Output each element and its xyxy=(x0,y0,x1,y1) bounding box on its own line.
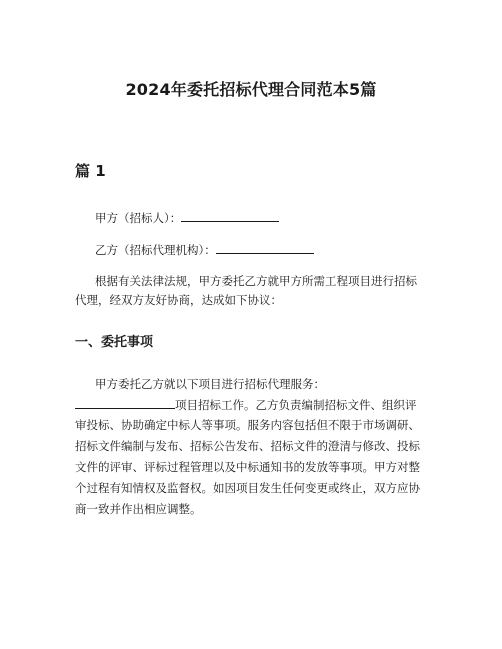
party-a-label: 甲方（招标人）： xyxy=(95,211,182,225)
article-1-line-6: 个过程有知情权及监督权。如因项目发生任何变更或终止，双方应协 xyxy=(75,481,420,495)
article-1-line-3: 审投标、协助确定中标人等事项。服务内容包括但不限于市场调研、 xyxy=(75,418,420,432)
article-1-line-7: 商一致并作出相应调整。 xyxy=(75,502,202,516)
article-1-line-4: 招标文件编制与发布、招标公告发布、招标文件的澄清与修改、投标 xyxy=(75,439,420,453)
party-a-blank xyxy=(181,210,279,222)
document-title: 2024年委托招标代理合同范本5篇 xyxy=(125,80,377,99)
article-1-lead: 甲方委托乙方就以下项目进行招标代理服务： xyxy=(95,377,325,391)
section-heading: 篇 1 xyxy=(75,162,106,180)
party-a-line xyxy=(95,210,279,225)
party-b-label: 乙方（招标代理机构）： xyxy=(95,243,216,257)
intro-line-1: 根据有关法律法规，甲方委托乙方就甲方所需工程项目进行招标 xyxy=(95,274,417,288)
article-1-line-2-text: 项目招标工作。乙方负责编制招标文件、组织评 xyxy=(175,398,417,412)
intro-line-2: 代理，经双方友好协商，达成如下协议： xyxy=(75,293,282,307)
article-1-heading: 一、委托事项 xyxy=(75,335,154,350)
party-b-blank xyxy=(216,242,314,254)
party-b-line xyxy=(95,242,314,257)
article-1-line-5: 文件的评审、评标过程管理以及中标通知书的发放等事项。甲方对整 xyxy=(75,460,420,474)
project-name-blank xyxy=(75,397,175,409)
article-1-line-2 xyxy=(75,397,417,412)
